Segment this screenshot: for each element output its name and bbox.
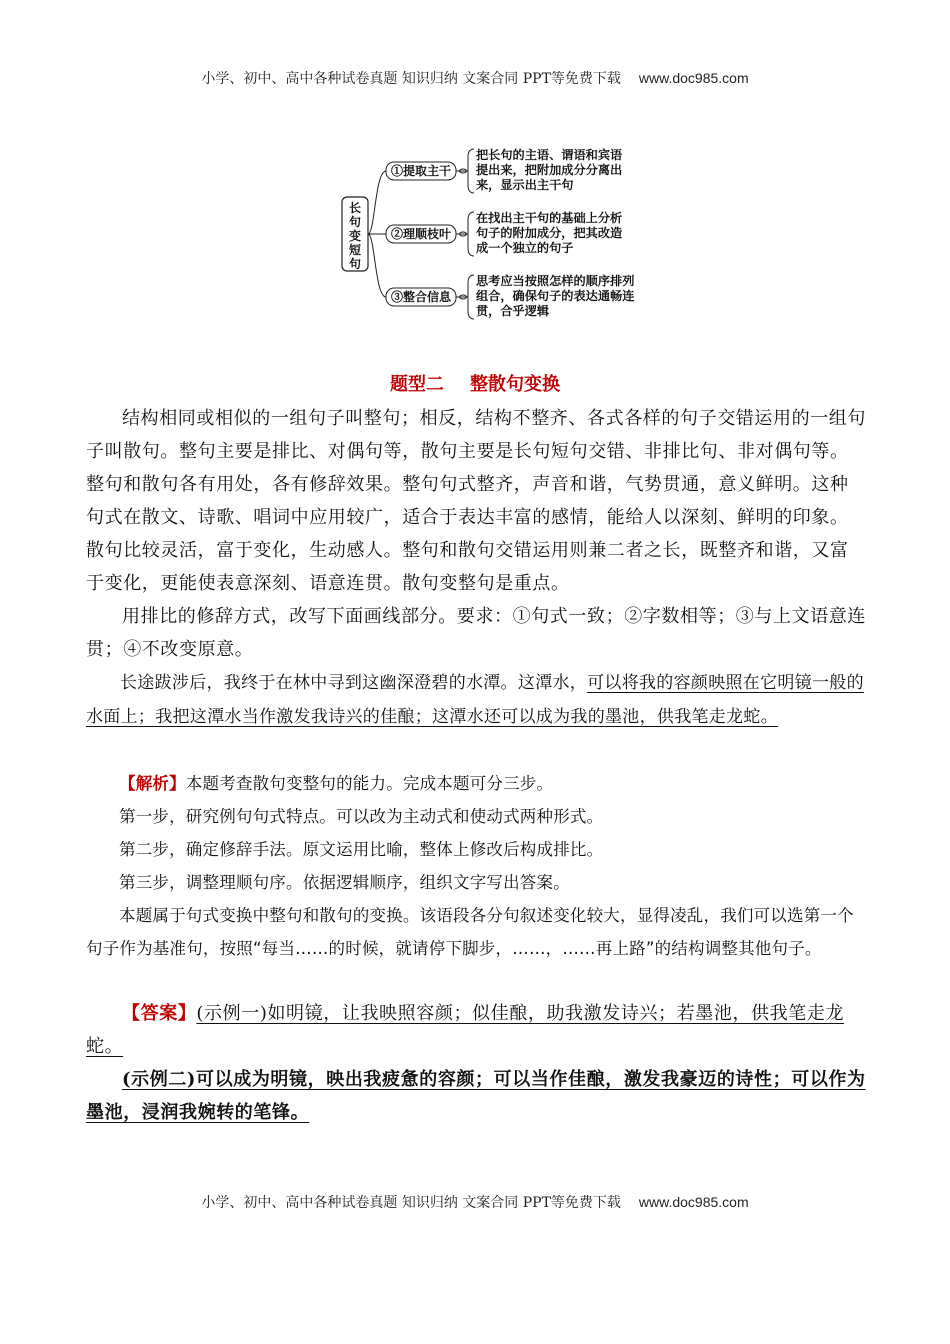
intro-paragraph: 结构相同或相似的一组句子叫整句；相反，结构不整齐、各式各样的句子交错运用的一组句子叫散句。整句主要是排比、对偶句等，散句主要是长句短句交错、非排比句、非对偶句等。整句和散句各有用处，各有修辞效果。整句句式整齐，声音和谐，气势贯通，意义鲜明。这种句式在散文、诗歌、唱词中应用较广，适合于表达丰富的感情，能给人以深刻、鲜明的印象。散句比较灵活，富于变化，生动感人。整句和散句交错运用则兼二者之长，既整齐和谐，又富于变化，更能使表意深刻、语意连贯。散句变整句是重点。: [86, 408, 866, 594]
answer-tag: 【答案】: [122, 1003, 197, 1024]
step-1-line: 把长句的主语、谓语和宾语: [476, 148, 623, 162]
answer-ex1: (示例一)如明镜，让我映照容颜；似佳酿，助我激发诗兴；若墨池，供我笔走龙蛇。: [86, 1003, 845, 1057]
step-2-line: 成一个独立的句子: [476, 241, 574, 255]
root-char: 变: [348, 229, 362, 243]
analysis-lead: [86, 767, 866, 800]
step-label-2: ②理顺枝叶: [390, 227, 452, 241]
passage-plain: 长途跋涉后，我终于在林中寻到这幽深澄碧的水潭。这潭水，: [120, 673, 588, 693]
answer-example-2: [86, 1063, 866, 1129]
brace-1: [468, 149, 474, 193]
root-char: 句: [348, 215, 362, 229]
question-text: 用排比的修辞方式，改写下面画线部分。要求：①句式一致；②字数相等；③与上文语意连贯；④不改变原意。: [86, 606, 866, 660]
brace-2: [468, 212, 474, 256]
passage: [86, 666, 866, 734]
header-text: 小学、初中、高中各种试卷真题 知识归纳 文案合同 PPT等免费下载: [201, 71, 621, 87]
analysis-lead-text: 本题考查散句变整句的能力。完成本题可分三步。: [185, 774, 554, 793]
step-1-line: 来，显示出主干句: [476, 178, 574, 192]
footer-site[interactable]: www.doc985.com: [638, 1194, 749, 1210]
root-char: 短: [348, 243, 362, 257]
step-label-1: ①提取主干: [390, 164, 452, 178]
section-title: [0, 370, 950, 396]
section-title-a: 题型二: [390, 374, 444, 395]
answer-example-1: [86, 997, 866, 1063]
step-3-line: 组合，确保句子的表达通畅连: [476, 289, 635, 303]
mind-map-diagram: [330, 135, 660, 335]
step-3-line: 思考应当按照怎样的顺序排列: [476, 274, 635, 288]
step-2-line: 在找出主干句的基础上分析: [476, 211, 623, 225]
analysis-tag: 【解析】: [119, 774, 186, 793]
analysis-more: 本题属于句式变换中整句和散句的变换。该语段各分句叙述变化较大，显得凌乱，我们可以选第一个句子作为基准句，按照“每当……的时候，就请停下脚步，……，……再上路”的结构调整其他句子。: [86, 906, 854, 958]
section-title-b: 整散句变换: [470, 374, 560, 395]
header-site[interactable]: www.doc985.com: [638, 70, 749, 86]
brace-3: [468, 275, 474, 319]
root-char: 长: [348, 201, 362, 215]
page-header: [0, 68, 950, 88]
passage-underlined: 可以将我的容颜映照在它明镜一般的水面上；我把这潭水当作激发我诗兴的佳酿；这潭水还可以成为我的墨池，供我笔走龙蛇。: [86, 673, 864, 727]
step-2-line: 句子的附加成分，把其改造: [476, 226, 623, 240]
page-footer: [0, 1192, 950, 1212]
root-char: 句: [348, 257, 362, 271]
step-3-line: 贯，合乎逻辑: [476, 304, 550, 318]
footer-text: 小学、初中、高中各种试卷真题 知识归纳 文案合同 PPT等免费下载: [201, 1195, 621, 1211]
answer-ex2: (示例二)可以成为明镜，映出我疲惫的容颜；可以当作佳酿，激发我豪迈的诗性；可以作为墨池，浸润我婉转的笔锋。: [86, 1069, 866, 1123]
analysis-step-2: 第二步，确定修辞手法。原文运用比喻，整体上修改后构成排比。: [119, 840, 604, 859]
analysis-step-3: 第三步，调整理顺句序。依据逻辑顺序，组织文字写出答案。: [119, 873, 570, 892]
step-1-line: 提出来，把附加成分分离出: [476, 163, 623, 177]
step-label-3: ③整合信息: [390, 290, 452, 304]
analysis-step-1: 第一步，研究例句句式特点。可以改为主动式和使动式两种形式。: [119, 807, 604, 826]
connector: [368, 171, 386, 234]
connector: [368, 234, 386, 297]
